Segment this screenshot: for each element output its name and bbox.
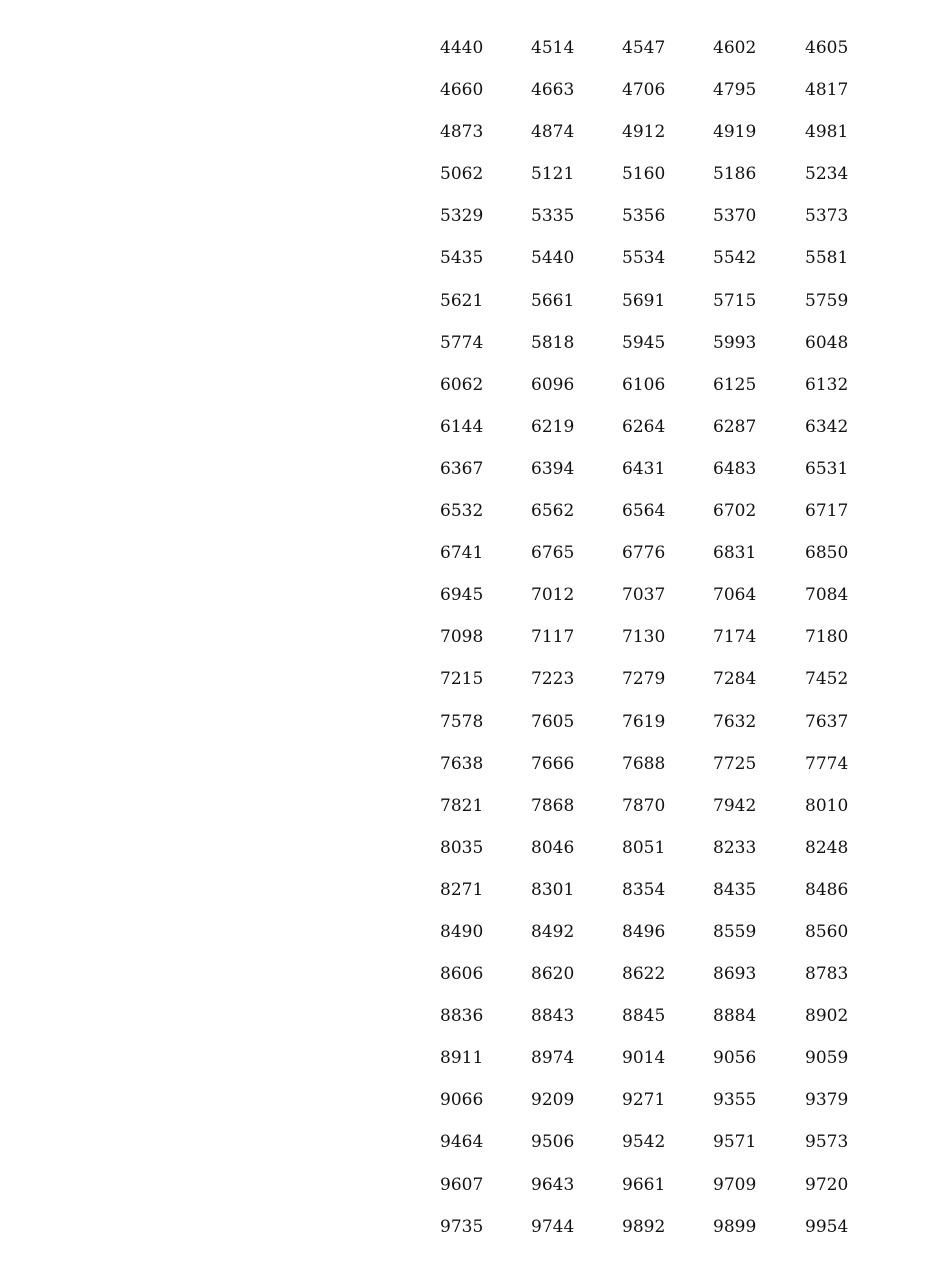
- number-cell: 7774: [805, 753, 849, 774]
- number-cell: 6702: [713, 501, 757, 522]
- number-cell: 8974: [531, 1048, 575, 1069]
- number-cell: 4981: [805, 122, 849, 143]
- number-cell: 6062: [440, 374, 484, 395]
- number-cell: 9542: [622, 1132, 666, 1153]
- number-cell: 8496: [622, 921, 666, 942]
- number-cell: 8911: [440, 1048, 484, 1069]
- table-row: [440, 372, 865, 414]
- number-cell: 4602: [713, 38, 757, 58]
- number-cell: 6850: [805, 543, 849, 564]
- table-row: [440, 161, 865, 203]
- number-cell: 7942: [713, 795, 757, 816]
- table-row: [440, 582, 865, 624]
- number-cell: 4912: [622, 122, 666, 143]
- number-cell: 7279: [622, 669, 666, 690]
- number-cell: 9892: [622, 1216, 666, 1237]
- number-cell: 6483: [713, 458, 757, 479]
- number-cell: 9506: [531, 1132, 575, 1153]
- table-row: [440, 709, 865, 751]
- number-cell: 9271: [622, 1090, 666, 1111]
- number-cell: 6765: [531, 543, 575, 564]
- number-cell: 5370: [713, 206, 757, 227]
- number-cell: 4663: [531, 80, 575, 101]
- number-cell: 5234: [805, 164, 849, 185]
- number-cell: 7215: [440, 669, 484, 690]
- number-cell: 9379: [805, 1090, 849, 1111]
- number-cell: 6048: [805, 332, 849, 353]
- number-cell: 6264: [622, 416, 666, 437]
- number-cell: 9954: [805, 1216, 849, 1237]
- table-row: [440, 288, 865, 330]
- table-row: [440, 245, 865, 287]
- table-row: [440, 1087, 865, 1129]
- number-cell: 6831: [713, 543, 757, 564]
- number-cell: 6945: [440, 585, 484, 606]
- number-cell: 6287: [713, 416, 757, 437]
- number-cell: 7688: [622, 753, 666, 774]
- number-cell: 4440: [440, 38, 484, 58]
- number-cell: 6741: [440, 543, 484, 564]
- table-row: [440, 877, 865, 919]
- number-cell: 8435: [713, 879, 757, 900]
- number-cell: 6776: [622, 543, 666, 564]
- number-cell: 5759: [805, 290, 849, 311]
- table-row: [440, 1129, 865, 1171]
- number-cell: 6125: [713, 374, 757, 395]
- table-row: [440, 330, 865, 372]
- number-cell: 7868: [531, 795, 575, 816]
- table-row: [440, 793, 865, 835]
- number-cell: 8248: [805, 837, 849, 858]
- number-cell: 5621: [440, 290, 484, 311]
- number-cell: 6532: [440, 501, 484, 522]
- table-row: [440, 1003, 865, 1045]
- number-cell: 5661: [531, 290, 575, 311]
- number-cell: 8051: [622, 837, 666, 858]
- number-cell: 7578: [440, 711, 484, 732]
- number-cell: 6096: [531, 374, 575, 395]
- table-row: [440, 35, 865, 77]
- number-cell: 8301: [531, 879, 575, 900]
- number-cell: 8354: [622, 879, 666, 900]
- table-row: [440, 414, 865, 456]
- table-row: [440, 1045, 865, 1087]
- number-cell: 7174: [713, 627, 757, 648]
- number-cell: 6342: [805, 416, 849, 437]
- number-cell: 8233: [713, 837, 757, 858]
- number-cell: 4706: [622, 80, 666, 101]
- number-cell: 5534: [622, 248, 666, 269]
- table-row: [440, 456, 865, 498]
- number-cell: 5329: [440, 206, 484, 227]
- table-row: [440, 624, 865, 666]
- number-cell: 6431: [622, 458, 666, 479]
- number-cell: 5818: [531, 332, 575, 353]
- table-row: [440, 666, 865, 708]
- number-cell: 5435: [440, 248, 484, 269]
- number-cell: 6106: [622, 374, 666, 395]
- number-cell: 5993: [713, 332, 757, 353]
- table-row: [440, 203, 865, 245]
- number-cell: 7666: [531, 753, 575, 774]
- number-cell: 7452: [805, 669, 849, 690]
- table-row: [440, 77, 865, 119]
- table-row: [440, 751, 865, 793]
- number-cell: 5581: [805, 248, 849, 269]
- number-cell: 8046: [531, 837, 575, 858]
- number-cell: 6717: [805, 501, 849, 522]
- number-cell: 4514: [531, 38, 575, 58]
- number-cell: 9735: [440, 1216, 484, 1237]
- number-cell: 5542: [713, 248, 757, 269]
- number-table-body: [440, 35, 865, 1256]
- number-cell: 8035: [440, 837, 484, 858]
- number-cell: 7284: [713, 669, 757, 690]
- number-cell: 5373: [805, 206, 849, 227]
- number-cell: 6219: [531, 416, 575, 437]
- number-cell: 9464: [440, 1132, 484, 1153]
- number-cell: 8783: [805, 964, 849, 985]
- number-cell: 9209: [531, 1090, 575, 1111]
- number-cell: 4547: [622, 38, 666, 58]
- number-cell: 6562: [531, 501, 575, 522]
- number-cell: 7064: [713, 585, 757, 606]
- number-cell: 7223: [531, 669, 575, 690]
- table-row: [440, 498, 865, 540]
- number-cell: 8271: [440, 879, 484, 900]
- number-cell: 4873: [440, 122, 484, 143]
- number-cell: 7037: [622, 585, 666, 606]
- number-cell: 8492: [531, 921, 575, 942]
- number-cell: 8620: [531, 964, 575, 985]
- table-row: [440, 919, 865, 961]
- number-cell: 7725: [713, 753, 757, 774]
- number-cell: 5691: [622, 290, 666, 311]
- number-cell: 8486: [805, 879, 849, 900]
- number-cell: 4605: [805, 38, 849, 58]
- number-cell: 7117: [531, 627, 575, 648]
- number-cell: 8560: [805, 921, 849, 942]
- number-cell: 5774: [440, 332, 484, 353]
- number-table: [440, 35, 865, 1256]
- number-cell: 9014: [622, 1048, 666, 1069]
- number-cell: 6394: [531, 458, 575, 479]
- number-cell: 7098: [440, 627, 484, 648]
- number-cell: 7632: [713, 711, 757, 732]
- number-cell: 4795: [713, 80, 757, 101]
- table-row: [440, 835, 865, 877]
- number-cell: 7180: [805, 627, 849, 648]
- number-cell: 6367: [440, 458, 484, 479]
- number-cell: 7084: [805, 585, 849, 606]
- number-cell: 8622: [622, 964, 666, 985]
- number-cell: 8490: [440, 921, 484, 942]
- number-cell: 6144: [440, 416, 484, 437]
- number-cell: 8010: [805, 795, 849, 816]
- number-cell: 8693: [713, 964, 757, 985]
- table-row: [440, 961, 865, 1003]
- number-cell: 7012: [531, 585, 575, 606]
- number-cell: 7619: [622, 711, 666, 732]
- number-cell: 8559: [713, 921, 757, 942]
- number-cell: 8606: [440, 964, 484, 985]
- number-cell: 9573: [805, 1132, 849, 1153]
- number-cell: 8845: [622, 1006, 666, 1027]
- number-cell: 9571: [713, 1132, 757, 1153]
- table-row: [440, 119, 865, 161]
- number-cell: 7870: [622, 795, 666, 816]
- table-row: [440, 1214, 865, 1256]
- number-cell: 4874: [531, 122, 575, 143]
- number-cell: 6531: [805, 458, 849, 479]
- number-cell: 6564: [622, 501, 666, 522]
- number-cell: 5160: [622, 164, 666, 185]
- number-cell: 9607: [440, 1174, 484, 1195]
- number-cell: 8902: [805, 1006, 849, 1027]
- number-cell: 5440: [531, 248, 575, 269]
- number-cell: 7605: [531, 711, 575, 732]
- number-cell: 4919: [713, 122, 757, 143]
- number-cell: 9059: [805, 1048, 849, 1069]
- number-cell: 5715: [713, 290, 757, 311]
- number-cell: 9709: [713, 1174, 757, 1195]
- number-cell: 7130: [622, 627, 666, 648]
- number-cell: 8843: [531, 1006, 575, 1027]
- number-cell: 8836: [440, 1006, 484, 1027]
- number-cell: 5121: [531, 164, 575, 185]
- number-cell: 5335: [531, 206, 575, 227]
- number-cell: 7821: [440, 795, 484, 816]
- number-cell: 9720: [805, 1174, 849, 1195]
- number-cell: 9661: [622, 1174, 666, 1195]
- number-cell: 5186: [713, 164, 757, 185]
- number-cell: 9643: [531, 1174, 575, 1195]
- number-cell: 4817: [805, 80, 849, 101]
- number-cell: 5356: [622, 206, 666, 227]
- number-cell: 4660: [440, 80, 484, 101]
- number-cell: 7637: [805, 711, 849, 732]
- number-cell: 9744: [531, 1216, 575, 1237]
- table-row: [440, 1172, 865, 1214]
- number-cell: 6132: [805, 374, 849, 395]
- number-cell: 8884: [713, 1006, 757, 1027]
- table-row: [440, 540, 865, 582]
- number-cell: 5062: [440, 164, 484, 185]
- number-cell: 7638: [440, 753, 484, 774]
- number-cell: 9056: [713, 1048, 757, 1069]
- number-cell: 9066: [440, 1090, 484, 1111]
- number-cell: 9899: [713, 1216, 757, 1237]
- number-cell: 9355: [713, 1090, 757, 1111]
- number-cell: 5945: [622, 332, 666, 353]
